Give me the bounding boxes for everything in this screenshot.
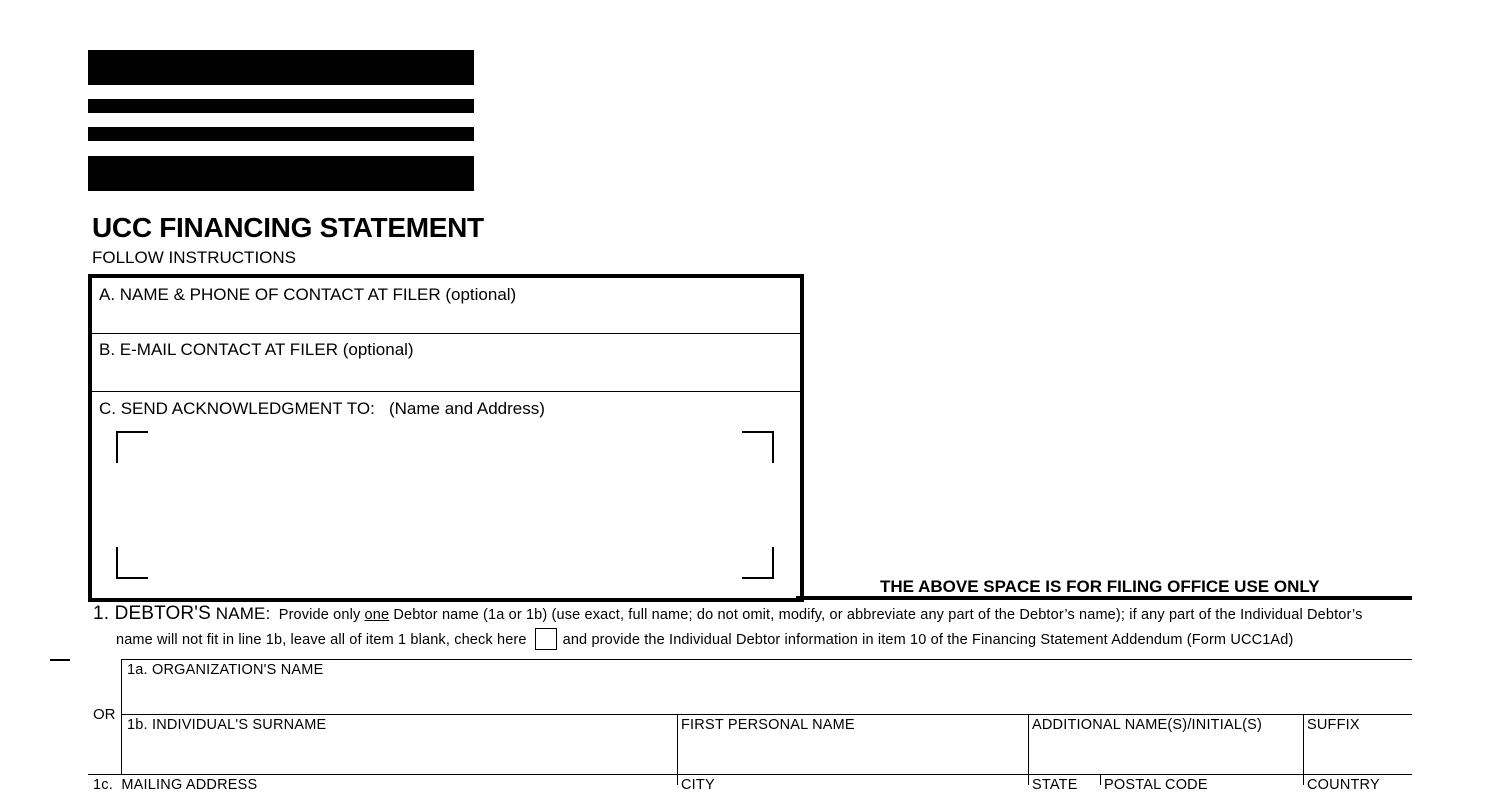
grid-line — [677, 714, 678, 785]
corner-mark-bottom-right — [742, 547, 774, 579]
grid-line — [121, 714, 1412, 715]
logo-bar-3 — [88, 127, 474, 141]
individual-debtor-checkbox[interactable] — [535, 628, 557, 650]
city-field[interactable]: CITY — [681, 777, 715, 793]
or-label: OR — [93, 706, 116, 723]
country-field[interactable]: COUNTRY — [1307, 777, 1380, 793]
divider — [796, 596, 1412, 600]
debtor-instructions-line2 — [116, 629, 1293, 651]
instruction-text: and provide the Individual Debtor information in item 10 of the Financing Statement Addendum (Form UCC1Ad) — [562, 631, 1294, 648]
grid-line — [1028, 714, 1029, 785]
corner-mark-bottom-left — [116, 547, 148, 579]
debtor-instructions-line1 — [93, 603, 1363, 625]
filer-contact-box — [88, 274, 804, 602]
additional-names-field[interactable]: ADDITIONAL NAME(S)/INITIAL(S) — [1032, 717, 1263, 733]
divider — [92, 391, 800, 392]
grid-line — [88, 774, 1412, 775]
logo-bar-1 — [88, 50, 474, 85]
debtor-heading: DEBTOR'S — [114, 603, 211, 624]
form-subtitle: FOLLOW INSTRUCTIONS — [92, 248, 297, 267]
grid-line — [121, 659, 122, 775]
corner-mark-top-right — [742, 431, 774, 463]
state-field[interactable]: STATE — [1032, 777, 1078, 793]
grid-line — [1303, 714, 1304, 785]
logo-bar-4 — [88, 156, 474, 191]
instruction-text: Provide only — [270, 607, 365, 623]
individual-surname-field[interactable]: 1b. INDIVIDUAL'S SURNAME — [127, 717, 327, 733]
divider — [92, 333, 800, 334]
first-personal-name-field[interactable]: FIRST PERSONAL NAME — [681, 717, 855, 733]
organization-name-field[interactable]: 1a. ORGANIZATION'S NAME — [127, 662, 324, 678]
form-title: UCC FINANCING STATEMENT — [92, 212, 484, 243]
instruction-emphasis: one — [364, 607, 390, 623]
postal-code-field[interactable]: POSTAL CODE — [1104, 777, 1208, 793]
margin-mark — [50, 659, 70, 661]
send-acknowledgment-label: C. SEND ACKNOWLEDGMENT TO: (Name and Address) — [99, 399, 545, 418]
contact-name-phone-label: A. NAME & PHONE OF CONTACT AT FILER (optional) — [99, 285, 517, 304]
logo-bar-2 — [88, 99, 474, 113]
mailing-address-field[interactable]: 1c. MAILING ADDRESS — [93, 777, 258, 793]
email-contact-label: B. E-MAIL CONTACT AT FILER (optional) — [99, 340, 414, 359]
item-number: 1. — [93, 603, 115, 624]
grid-line — [121, 659, 1412, 660]
filing-office-note: THE ABOVE SPACE IS FOR FILING OFFICE USE ONLY — [880, 577, 1320, 596]
instruction-text: name will not fit in line 1b, leave all of item 1 blank, check here — [116, 631, 527, 648]
debtor-heading-name: NAME: — [210, 604, 271, 623]
corner-mark-top-left — [116, 431, 148, 463]
instruction-text: Debtor name (1a or 1b) (use exact, full name; do not omit, modify, or abbreviate any part of the Debtor’s name); if any part of the Individual Debtor’s — [389, 607, 1363, 623]
grid-line — [1100, 774, 1101, 785]
suffix-field[interactable]: SUFFIX — [1307, 717, 1360, 733]
